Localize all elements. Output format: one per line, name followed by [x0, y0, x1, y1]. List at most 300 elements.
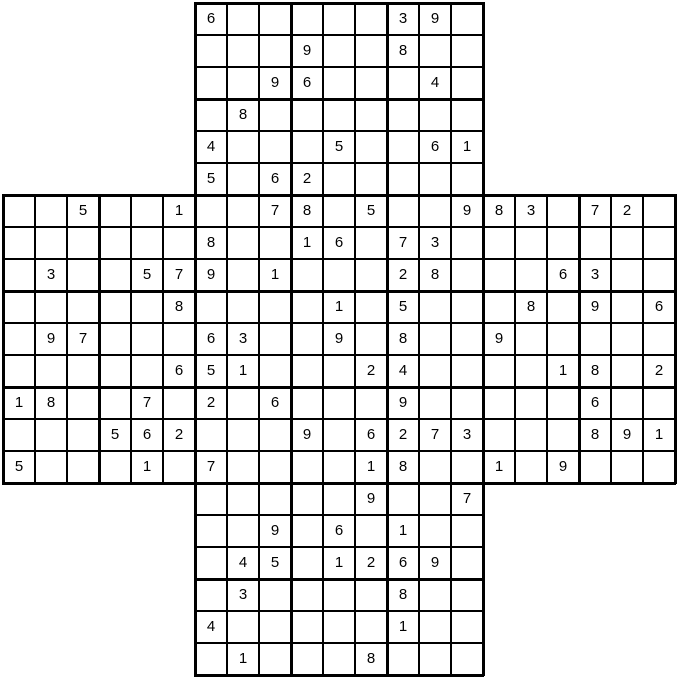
sudoku-cell[interactable]	[547, 291, 579, 323]
sudoku-cell[interactable]	[291, 323, 323, 355]
sudoku-cell[interactable]	[291, 355, 323, 387]
sudoku-cell[interactable]	[259, 547, 291, 579]
sudoku-cell[interactable]	[643, 451, 675, 483]
sudoku-cell[interactable]	[419, 291, 451, 323]
sudoku-cell[interactable]	[483, 227, 515, 259]
sudoku-cell[interactable]	[387, 131, 419, 163]
sudoku-cell[interactable]	[483, 259, 515, 291]
sudoku-cell[interactable]	[35, 227, 67, 259]
sudoku-cell[interactable]	[515, 355, 547, 387]
sudoku-cell[interactable]	[323, 195, 355, 227]
sudoku-cell[interactable]	[227, 35, 259, 67]
sudoku-cell[interactable]	[387, 67, 419, 99]
sudoku-cell[interactable]	[643, 323, 675, 355]
sudoku-cell[interactable]	[227, 227, 259, 259]
sudoku-cell[interactable]	[227, 3, 259, 35]
sudoku-cell[interactable]	[355, 99, 387, 131]
sudoku-cell[interactable]	[259, 483, 291, 515]
sudoku-cell[interactable]	[163, 259, 195, 291]
sudoku-cell[interactable]	[291, 515, 323, 547]
sudoku-cell[interactable]	[419, 483, 451, 515]
sudoku-cell[interactable]	[419, 451, 451, 483]
sudoku-cell[interactable]	[355, 611, 387, 643]
sudoku-cell[interactable]	[611, 227, 643, 259]
sudoku-cell[interactable]	[387, 643, 419, 675]
sudoku-cell[interactable]	[419, 3, 451, 35]
sudoku-cell[interactable]	[163, 419, 195, 451]
sudoku-cell[interactable]	[67, 419, 99, 451]
sudoku-cell[interactable]	[163, 227, 195, 259]
sudoku-cell[interactable]	[451, 227, 483, 259]
sudoku-cell[interactable]	[3, 227, 35, 259]
sudoku-cell[interactable]	[195, 291, 227, 323]
sudoku-cell[interactable]	[451, 131, 483, 163]
sudoku-cell-value: 8	[590, 362, 600, 379]
sudoku-cell[interactable]	[355, 515, 387, 547]
sudoku-cell[interactable]	[611, 387, 643, 419]
sudoku-cell[interactable]	[99, 227, 131, 259]
sudoku-cell[interactable]	[483, 323, 515, 355]
sudoku-cell[interactable]	[611, 291, 643, 323]
sudoku-cell[interactable]	[35, 355, 67, 387]
sudoku-cell[interactable]	[195, 643, 227, 675]
sudoku-cell[interactable]	[323, 99, 355, 131]
sudoku-cell[interactable]	[355, 227, 387, 259]
sudoku-cell[interactable]	[419, 227, 451, 259]
sudoku-cell[interactable]	[387, 515, 419, 547]
sudoku-cell[interactable]	[515, 227, 547, 259]
sudoku-cell[interactable]	[419, 579, 451, 611]
sudoku-cell[interactable]	[195, 451, 227, 483]
sudoku-cell[interactable]	[643, 291, 675, 323]
sudoku-cell[interactable]	[451, 451, 483, 483]
sudoku-cell[interactable]	[643, 387, 675, 419]
sudoku-cell[interactable]	[579, 323, 611, 355]
sudoku-cell[interactable]	[131, 259, 163, 291]
sudoku-cell[interactable]	[547, 355, 579, 387]
sudoku-cell[interactable]	[387, 579, 419, 611]
sudoku-cell[interactable]	[3, 195, 35, 227]
sudoku-cell[interactable]	[483, 419, 515, 451]
sudoku-cell[interactable]	[291, 99, 323, 131]
sudoku-cell[interactable]	[259, 163, 291, 195]
sudoku-cell[interactable]	[67, 227, 99, 259]
sudoku-cell[interactable]	[35, 451, 67, 483]
sudoku-cell[interactable]	[419, 515, 451, 547]
sudoku-cell[interactable]	[291, 67, 323, 99]
sudoku-cell[interactable]	[131, 451, 163, 483]
sudoku-cell[interactable]	[451, 67, 483, 99]
sudoku-cell[interactable]	[259, 131, 291, 163]
sudoku-cell[interactable]	[451, 643, 483, 675]
sudoku-cell[interactable]	[419, 387, 451, 419]
sudoku-cell[interactable]	[227, 355, 259, 387]
sudoku-cell[interactable]	[355, 547, 387, 579]
sudoku-cell[interactable]	[611, 355, 643, 387]
sudoku-cell[interactable]	[355, 195, 387, 227]
sudoku-cell[interactable]	[195, 579, 227, 611]
sudoku-cell[interactable]	[131, 323, 163, 355]
sudoku-cell[interactable]	[291, 195, 323, 227]
sudoku-cell[interactable]	[163, 387, 195, 419]
sudoku-cell[interactable]	[227, 323, 259, 355]
sudoku-cell[interactable]	[387, 451, 419, 483]
sudoku-cell[interactable]	[547, 195, 579, 227]
sudoku-cell[interactable]	[387, 387, 419, 419]
sudoku-cell[interactable]	[227, 99, 259, 131]
sudoku-cell[interactable]	[387, 419, 419, 451]
sudoku-cell[interactable]	[355, 163, 387, 195]
sudoku-cell[interactable]	[323, 387, 355, 419]
sudoku-cell[interactable]	[451, 355, 483, 387]
sudoku-cell[interactable]	[227, 259, 259, 291]
sudoku-cell[interactable]	[387, 3, 419, 35]
sudoku-cell[interactable]	[547, 259, 579, 291]
sudoku-cell[interactable]	[611, 195, 643, 227]
sudoku-cell[interactable]	[387, 259, 419, 291]
sudoku-cell[interactable]	[131, 355, 163, 387]
sudoku-cell[interactable]	[451, 35, 483, 67]
sudoku-cell[interactable]	[291, 643, 323, 675]
sudoku-cell[interactable]	[323, 259, 355, 291]
sudoku-cell[interactable]	[419, 67, 451, 99]
sudoku-cell[interactable]	[259, 3, 291, 35]
sudoku-cell[interactable]	[579, 419, 611, 451]
sudoku-cell[interactable]	[227, 67, 259, 99]
sudoku-cell[interactable]	[451, 259, 483, 291]
sudoku-cell[interactable]	[67, 387, 99, 419]
sudoku-cell[interactable]	[355, 451, 387, 483]
sudoku-cell[interactable]	[227, 611, 259, 643]
sudoku-cell[interactable]	[451, 515, 483, 547]
sudoku-cell[interactable]	[259, 35, 291, 67]
sudoku-cell[interactable]	[227, 547, 259, 579]
sudoku-cell[interactable]	[419, 35, 451, 67]
sudoku-cell[interactable]	[451, 547, 483, 579]
sudoku-cell[interactable]	[227, 387, 259, 419]
sudoku-cell[interactable]	[323, 579, 355, 611]
sudoku-cell[interactable]	[419, 131, 451, 163]
sudoku-cell[interactable]	[259, 195, 291, 227]
sudoku-cell[interactable]	[323, 35, 355, 67]
sudoku-cell[interactable]	[451, 483, 483, 515]
sudoku-cell[interactable]	[227, 163, 259, 195]
sudoku-cell[interactable]	[451, 419, 483, 451]
sudoku-cell[interactable]	[451, 611, 483, 643]
sudoku-cell[interactable]	[451, 163, 483, 195]
sudoku-cell[interactable]	[515, 291, 547, 323]
sudoku-cell[interactable]	[67, 323, 99, 355]
sudoku-cell[interactable]	[227, 195, 259, 227]
sudoku-cell[interactable]	[387, 163, 419, 195]
sudoku-cell[interactable]	[3, 419, 35, 451]
sudoku-cell[interactable]	[259, 291, 291, 323]
sudoku-cell[interactable]	[355, 483, 387, 515]
sudoku-cell[interactable]	[227, 131, 259, 163]
sudoku-cell[interactable]	[67, 195, 99, 227]
sudoku-cell[interactable]	[483, 355, 515, 387]
sudoku-cell[interactable]	[291, 131, 323, 163]
sudoku-cell[interactable]	[195, 3, 227, 35]
sudoku-cell[interactable]	[323, 419, 355, 451]
sudoku-cell[interactable]	[419, 355, 451, 387]
sudoku-cell[interactable]	[195, 387, 227, 419]
sudoku-cell[interactable]	[259, 99, 291, 131]
sudoku-cell[interactable]	[99, 259, 131, 291]
sudoku-cell[interactable]	[195, 547, 227, 579]
sudoku-cell[interactable]	[483, 387, 515, 419]
sudoku-cell[interactable]	[259, 451, 291, 483]
sudoku-cell[interactable]	[387, 611, 419, 643]
sudoku-cell[interactable]	[291, 579, 323, 611]
sudoku-cell[interactable]	[291, 547, 323, 579]
sudoku-cell[interactable]	[643, 259, 675, 291]
sudoku-cell[interactable]	[419, 419, 451, 451]
sudoku-cell[interactable]	[355, 387, 387, 419]
sudoku-cell[interactable]	[323, 355, 355, 387]
sudoku-cell[interactable]	[515, 451, 547, 483]
sudoku-cell[interactable]	[131, 227, 163, 259]
sudoku-cell[interactable]	[547, 323, 579, 355]
sudoku-cell[interactable]	[323, 483, 355, 515]
sudoku-cell[interactable]	[291, 291, 323, 323]
sudoku-cell[interactable]	[67, 355, 99, 387]
sudoku-cell[interactable]	[419, 323, 451, 355]
sudoku-cell[interactable]	[131, 419, 163, 451]
sudoku-cell[interactable]	[163, 195, 195, 227]
sudoku-cell[interactable]	[291, 163, 323, 195]
sudoku-cell[interactable]	[355, 291, 387, 323]
sudoku-cell[interactable]	[419, 259, 451, 291]
sudoku-cell[interactable]	[323, 3, 355, 35]
sudoku-cell[interactable]	[355, 643, 387, 675]
sudoku-cell[interactable]	[227, 579, 259, 611]
sudoku-cell[interactable]	[483, 195, 515, 227]
sudoku-cell[interactable]	[195, 355, 227, 387]
sudoku-cell[interactable]	[291, 3, 323, 35]
sudoku-cell[interactable]	[195, 67, 227, 99]
sudoku-cell[interactable]	[611, 323, 643, 355]
sudoku-cell[interactable]	[291, 483, 323, 515]
sudoku-cell[interactable]	[35, 259, 67, 291]
sudoku-cell[interactable]	[131, 291, 163, 323]
sudoku-cell[interactable]	[35, 323, 67, 355]
sudoku-cell[interactable]	[259, 227, 291, 259]
sudoku-cell[interactable]	[323, 515, 355, 547]
sudoku-cell[interactable]	[547, 227, 579, 259]
sudoku-cell[interactable]	[259, 323, 291, 355]
sudoku-cell[interactable]	[323, 451, 355, 483]
sudoku-cell[interactable]	[67, 259, 99, 291]
sudoku-cell[interactable]	[387, 195, 419, 227]
sudoku-cell[interactable]	[3, 323, 35, 355]
sudoku-cell[interactable]	[387, 291, 419, 323]
sudoku-cell[interactable]	[195, 163, 227, 195]
sudoku-cell[interactable]	[387, 355, 419, 387]
sudoku-cell[interactable]	[323, 323, 355, 355]
sudoku-cell[interactable]	[643, 195, 675, 227]
sudoku-cell[interactable]	[419, 99, 451, 131]
sudoku-cell[interactable]	[99, 291, 131, 323]
sudoku-cell[interactable]	[99, 451, 131, 483]
sudoku-cell[interactable]	[387, 35, 419, 67]
sudoku-cell[interactable]	[323, 227, 355, 259]
sudoku-cell[interactable]	[195, 259, 227, 291]
sudoku-cell-value: 6	[334, 234, 344, 251]
sudoku-cell[interactable]	[419, 643, 451, 675]
sudoku-cell[interactable]	[259, 579, 291, 611]
sudoku-cell[interactable]	[67, 291, 99, 323]
sudoku-cell[interactable]	[131, 195, 163, 227]
sudoku-cell[interactable]	[355, 67, 387, 99]
sudoku-cell[interactable]	[643, 355, 675, 387]
sudoku-cell[interactable]	[259, 419, 291, 451]
sudoku-cell[interactable]	[291, 611, 323, 643]
sudoku-cell[interactable]	[355, 323, 387, 355]
sudoku-cell[interactable]	[35, 291, 67, 323]
sudoku-cell[interactable]	[355, 355, 387, 387]
sudoku-cell[interactable]	[259, 643, 291, 675]
sudoku-cell[interactable]	[291, 227, 323, 259]
sudoku-cell[interactable]	[259, 611, 291, 643]
sudoku-cell[interactable]	[451, 195, 483, 227]
sudoku-cell[interactable]	[163, 323, 195, 355]
sudoku-cell[interactable]	[195, 131, 227, 163]
sudoku-cell[interactable]	[579, 291, 611, 323]
sudoku-cell[interactable]	[195, 99, 227, 131]
sudoku-cell[interactable]	[515, 259, 547, 291]
sudoku-cell[interactable]	[291, 451, 323, 483]
sudoku-cell[interactable]	[259, 259, 291, 291]
sudoku-cell[interactable]	[355, 579, 387, 611]
sudoku-cell[interactable]	[291, 387, 323, 419]
sudoku-cell[interactable]	[227, 291, 259, 323]
sudoku-cell[interactable]	[451, 387, 483, 419]
sudoku-cell[interactable]	[99, 323, 131, 355]
sudoku-cell[interactable]	[483, 451, 515, 483]
sudoku-cell[interactable]	[579, 227, 611, 259]
sudoku-cell[interactable]	[579, 387, 611, 419]
sudoku-cell[interactable]	[579, 195, 611, 227]
sudoku-cell[interactable]	[163, 291, 195, 323]
sudoku-cell[interactable]	[451, 323, 483, 355]
sudoku-cell[interactable]	[227, 451, 259, 483]
sudoku-cell[interactable]	[323, 131, 355, 163]
sudoku-cell[interactable]	[99, 419, 131, 451]
sudoku-cell[interactable]	[547, 451, 579, 483]
sudoku-cell[interactable]	[291, 419, 323, 451]
sudoku-cell[interactable]	[259, 67, 291, 99]
sudoku-cell[interactable]	[451, 579, 483, 611]
sudoku-cell[interactable]	[323, 611, 355, 643]
sudoku-cell[interactable]	[3, 451, 35, 483]
sudoku-cell[interactable]	[419, 195, 451, 227]
sudoku-cell[interactable]	[387, 483, 419, 515]
sudoku-cell[interactable]	[99, 195, 131, 227]
sudoku-cell[interactable]	[195, 323, 227, 355]
sudoku-cell[interactable]	[3, 291, 35, 323]
sudoku-cell[interactable]	[483, 291, 515, 323]
sudoku-cell[interactable]	[323, 547, 355, 579]
sudoku-cell-value: 1	[270, 266, 280, 283]
sudoku-cell[interactable]	[451, 291, 483, 323]
sudoku-cell[interactable]	[643, 419, 675, 451]
sudoku-cell[interactable]	[547, 419, 579, 451]
sudoku-cell[interactable]	[643, 227, 675, 259]
sudoku-cell[interactable]	[323, 643, 355, 675]
sudoku-cell[interactable]	[387, 323, 419, 355]
sudoku-cell[interactable]	[195, 515, 227, 547]
sudoku-cell[interactable]	[355, 35, 387, 67]
sudoku-cell[interactable]	[387, 99, 419, 131]
sudoku-cell[interactable]	[611, 259, 643, 291]
sudoku-cell[interactable]	[611, 451, 643, 483]
sudoku-cell[interactable]	[131, 387, 163, 419]
sudoku-cell[interactable]	[227, 483, 259, 515]
sudoku-cell[interactable]	[547, 387, 579, 419]
sudoku-cell[interactable]	[323, 163, 355, 195]
sudoku-cell[interactable]	[611, 419, 643, 451]
sudoku-cell[interactable]	[451, 99, 483, 131]
sudoku-cell[interactable]	[515, 419, 547, 451]
sudoku-cell[interactable]	[195, 227, 227, 259]
sudoku-cell[interactable]	[515, 323, 547, 355]
sudoku-cell[interactable]	[99, 387, 131, 419]
sudoku-cell[interactable]	[387, 227, 419, 259]
sudoku-cell[interactable]	[451, 3, 483, 35]
sudoku-cell[interactable]	[419, 547, 451, 579]
sudoku-cell[interactable]	[419, 611, 451, 643]
sudoku-cell[interactable]	[323, 291, 355, 323]
sudoku-cell[interactable]	[259, 355, 291, 387]
sudoku-cell[interactable]	[355, 419, 387, 451]
sudoku-cell[interactable]	[579, 451, 611, 483]
sudoku-cell[interactable]	[259, 515, 291, 547]
sudoku-cell[interactable]	[355, 259, 387, 291]
sudoku-cell[interactable]	[355, 131, 387, 163]
sudoku-cell[interactable]	[579, 355, 611, 387]
sudoku-cell[interactable]	[35, 387, 67, 419]
sudoku-cell[interactable]	[163, 451, 195, 483]
sudoku-cell[interactable]	[3, 355, 35, 387]
sudoku-cell[interactable]	[195, 611, 227, 643]
sudoku-cell[interactable]	[227, 515, 259, 547]
sudoku-cell[interactable]	[35, 195, 67, 227]
sudoku-cell[interactable]	[163, 355, 195, 387]
sudoku-cell[interactable]	[515, 387, 547, 419]
sudoku-cell[interactable]	[195, 35, 227, 67]
sudoku-cell[interactable]	[227, 419, 259, 451]
sudoku-cell[interactable]	[67, 451, 99, 483]
sudoku-cell[interactable]	[35, 419, 67, 451]
sudoku-cell[interactable]	[355, 3, 387, 35]
sudoku-cell[interactable]	[195, 419, 227, 451]
sudoku-cell[interactable]	[3, 387, 35, 419]
sudoku-cell[interactable]	[291, 259, 323, 291]
sudoku-cell[interactable]	[323, 67, 355, 99]
sudoku-cell[interactable]	[195, 195, 227, 227]
sudoku-cell[interactable]	[227, 643, 259, 675]
sudoku-cell[interactable]	[579, 259, 611, 291]
sudoku-cell[interactable]	[291, 35, 323, 67]
sudoku-cell[interactable]	[259, 387, 291, 419]
sudoku-cell[interactable]	[195, 483, 227, 515]
sudoku-cell[interactable]	[3, 259, 35, 291]
sudoku-cell[interactable]	[515, 195, 547, 227]
sudoku-cell[interactable]	[387, 547, 419, 579]
sudoku-cell[interactable]	[99, 355, 131, 387]
sudoku-cell[interactable]	[419, 163, 451, 195]
